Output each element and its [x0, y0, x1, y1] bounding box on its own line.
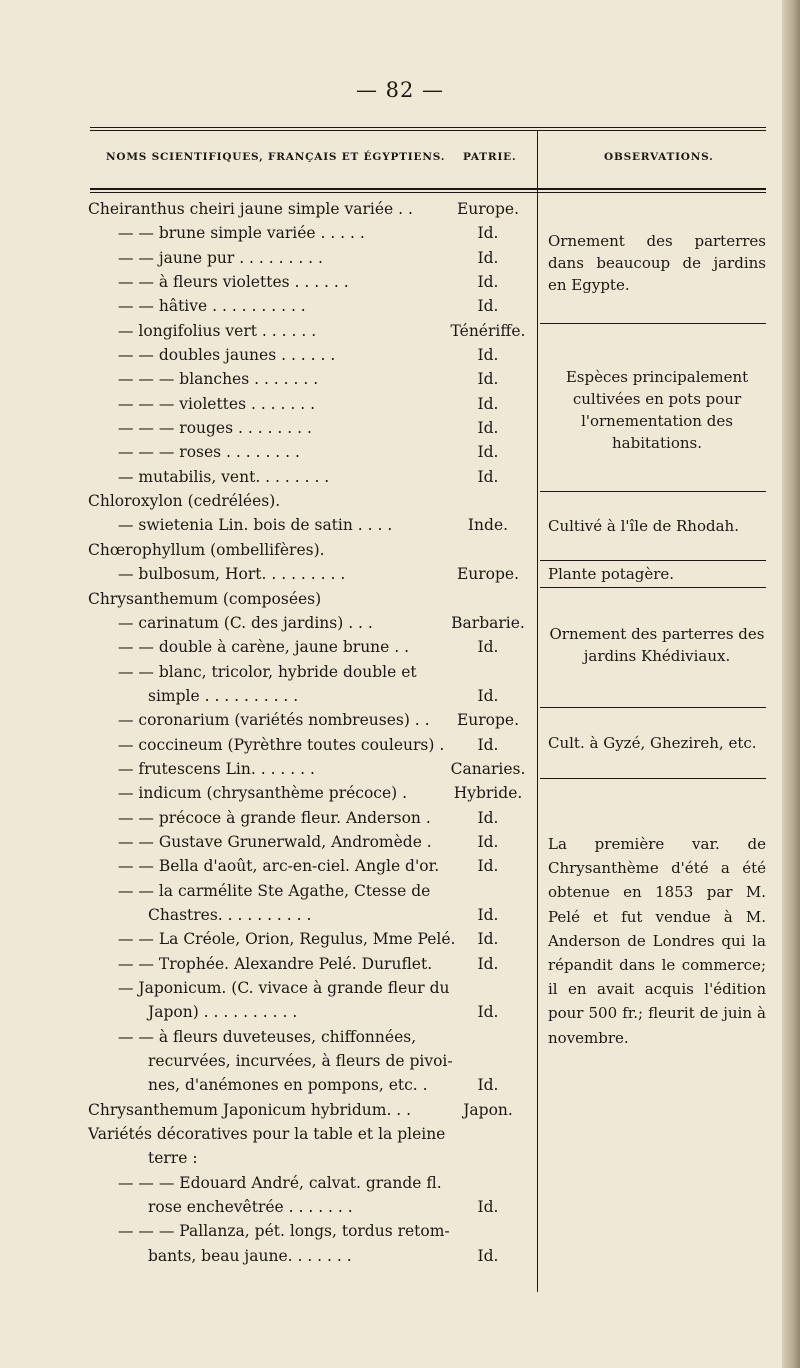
row-name: — — — Edouard André, calvat. grande fl.: [118, 1173, 442, 1192]
row-patrie: Id.: [477, 248, 499, 267]
row-patrie: Id.: [477, 857, 499, 876]
row-patrie: Id.: [477, 467, 499, 486]
header-top-rule: [90, 127, 766, 128]
table-row: [88, 879, 528, 903]
row-name: — — Bella d'août, arc-en-ciel. Angle d'or.: [118, 857, 440, 876]
table-row: [88, 440, 528, 464]
row-name: — — à fleurs duveteuses, chiffonnées,: [118, 1027, 417, 1046]
obs-divider-1: [540, 323, 766, 324]
observation-5: Ornement des parterres des jardins Khédiviaux.: [549, 625, 765, 665]
table-row: [88, 903, 528, 927]
row-name: — coccineum (Pyrèthre toutes couleurs) .: [118, 735, 445, 754]
row-name: — — — roses . . . . . . . .: [118, 443, 300, 462]
column-separator: [537, 130, 538, 1292]
table-row: [88, 587, 528, 611]
row-patrie: Id.: [477, 1003, 499, 1022]
obs-divider-3: [540, 560, 766, 561]
row-patrie: Id.: [477, 297, 499, 316]
row-patrie: Id.: [477, 1198, 499, 1217]
row-patrie: Id.: [477, 735, 499, 754]
header-top-rule-2: [90, 130, 766, 131]
row-name: — — — violettes . . . . . . .: [118, 394, 316, 413]
table-row: [88, 684, 528, 708]
header-observations: OBSERVATIONS.: [604, 151, 714, 163]
row-name: Cheiranthus cheiri jaune simple variée . .: [88, 200, 413, 218]
row-patrie: Id.: [477, 638, 499, 657]
row-name: — — à fleurs violettes . . . . . .: [118, 273, 349, 292]
table-row: [88, 1098, 528, 1122]
row-name: — — jaune pur . . . . . . . . .: [118, 248, 323, 267]
row-name: nes, d'anémones en pompons, etc. .: [148, 1076, 428, 1095]
table-row: [88, 416, 528, 440]
row-name: — — précoce à grande fleur. Anderson .: [118, 808, 431, 827]
row-name: — — blanc, tricolor, hybride double et: [118, 662, 417, 681]
row-name: — mutabilis, vent. . . . . . . .: [118, 467, 330, 486]
table-row: [88, 927, 528, 951]
row-name: — — doubles jaunes . . . . . .: [118, 346, 336, 365]
row-patrie: Id.: [477, 686, 499, 705]
obs-divider-6: [540, 778, 766, 779]
row-patrie: Europe.: [456, 565, 520, 584]
table-row: [88, 319, 528, 343]
row-name: Chrysanthemum Japonicum hybridum. . .: [88, 1100, 412, 1119]
table-row: [88, 392, 528, 416]
table-row: [88, 465, 528, 489]
row-name: bants, beau jaune. . . . . . .: [148, 1246, 352, 1265]
row-name: — — — rouges . . . . . . . .: [118, 419, 312, 438]
header-bottom-rule-2: [90, 192, 766, 193]
row-name: Chœrophyllum (ombellifères).: [88, 540, 325, 559]
table-row: [88, 1025, 528, 1049]
table-row: [88, 830, 528, 854]
table-row: [88, 1146, 528, 1170]
row-patrie: Id.: [477, 1246, 499, 1265]
table-row: [88, 367, 528, 391]
table-row: [88, 1195, 528, 1219]
observation-3: Cultivé à l'île de Rhodah.: [548, 517, 739, 535]
row-patrie: Id.: [477, 224, 499, 243]
table-row: [88, 489, 528, 513]
table-row: [88, 343, 528, 367]
names-column: [88, 197, 528, 1268]
observation-1: Ornement des parterres dans beaucoup de jardins en Egypte.: [548, 232, 766, 294]
table-row: [88, 660, 528, 684]
observation-7: La première var. de Chrysanthème d'été a été obtenue en 1853 par M. Pelé et fut vendue à M. Anderson de Londres qui la répandit dans le commerce; il en avait acquis l'édition pour 500 fr.; fleurit de juin à novembre.: [548, 835, 766, 1047]
row-name: Variétés décoratives pour la table et la pleine: [88, 1125, 446, 1144]
observation-2: Espèces principalement cultivées en pots pour l'ornementation des habitations.: [565, 368, 749, 452]
table-row: [88, 806, 528, 830]
page-edge: [782, 0, 800, 1368]
row-patrie: Inde.: [467, 516, 509, 535]
table-row: [88, 246, 528, 270]
row-name: — bulbosum, Hort. . . . . . . . .: [118, 565, 346, 584]
table-row: [88, 513, 528, 537]
row-patrie: Id.: [477, 443, 499, 462]
row-patrie: Japon.: [463, 1100, 513, 1119]
row-patrie: Canaries.: [450, 759, 526, 778]
row-patrie: Barbarie.: [451, 613, 525, 632]
header-patrie: PATRIE.: [463, 151, 517, 163]
table-row: [88, 854, 528, 878]
table-row: [88, 1122, 528, 1146]
page-number: — 82 —: [355, 78, 445, 102]
row-name: — longifolius vert . . . . . .: [118, 321, 317, 340]
row-name: — carinatum (C. des jardins) . . .: [118, 613, 373, 632]
row-patrie: Id.: [477, 273, 499, 292]
row-name: Chrysanthemum (composées): [88, 589, 322, 608]
row-name: terre :: [148, 1149, 198, 1168]
row-patrie: Id.: [477, 930, 499, 949]
table-row: [88, 221, 528, 245]
obs-divider-2: [540, 491, 766, 492]
obs-divider-4: [540, 587, 766, 588]
row-name: — — Gustave Grunerwald, Andromède .: [118, 832, 432, 851]
table-row: [88, 757, 528, 781]
row-patrie: Id.: [477, 905, 499, 924]
row-name: Chloroxylon (cedrélées).: [88, 492, 281, 511]
row-name: — — brune simple variée . . . . .: [118, 224, 365, 243]
row-name: simple . . . . . . . . . .: [148, 686, 299, 705]
observation-4: Plante potagère.: [548, 565, 675, 583]
table-row: [88, 611, 528, 635]
table-row: [88, 635, 528, 659]
row-name: — — La Créole, Orion, Regulus, Mme Pelé.: [118, 930, 456, 949]
table-row: [88, 197, 528, 221]
table-row: [88, 562, 528, 586]
table-row: [88, 733, 528, 757]
table-row: [88, 1244, 528, 1268]
row-name: Chastres. . . . . . . . . .: [148, 905, 312, 924]
table-row: [88, 1049, 528, 1073]
row-patrie: Id.: [477, 954, 499, 973]
row-name: rose enchevêtrée . . . . . . .: [148, 1198, 353, 1217]
table-row: [88, 976, 528, 1000]
table-row: [88, 538, 528, 562]
table-row: [88, 1000, 528, 1024]
header-names: NOMS SCIENTIFIQUES, FRANÇAIS ET ÉGYPTIENS.: [106, 151, 446, 163]
row-patrie: Id.: [477, 832, 499, 851]
row-patrie: Hybride.: [453, 784, 523, 803]
row-name: Japon) . . . . . . . . . .: [148, 1003, 298, 1022]
obs-divider-5: [540, 707, 766, 708]
row-patrie: Id.: [477, 808, 499, 827]
row-patrie: Europe.: [456, 711, 520, 730]
table-row: [88, 952, 528, 976]
row-name: recurvées, incurvées, à fleurs de pivoi-: [148, 1052, 453, 1071]
row-name: — swietenia Lin. bois de satin . . . .: [118, 516, 393, 535]
row-name: — indicum (chrysanthème précoce) .: [118, 784, 408, 803]
table-row: [88, 294, 528, 318]
row-name: — — — Pallanza, pét. longs, tordus retom-: [118, 1222, 450, 1241]
observation-6: Cult. à Gyzé, Ghezireh, etc.: [548, 734, 757, 752]
row-patrie: Id.: [477, 346, 499, 365]
row-patrie: Ténériffe.: [450, 321, 526, 340]
header-bottom-rule: [90, 188, 766, 190]
row-name: — — Trophée. Alexandre Pelé. Duruflet.: [118, 954, 433, 973]
table-row: [88, 1073, 528, 1097]
row-name: — Japonicum. (C. vivace à grande fleur du: [118, 979, 450, 997]
row-patrie: Id.: [477, 419, 499, 438]
row-patrie: Id.: [477, 1076, 499, 1095]
table-row: [88, 270, 528, 294]
row-name: — frutescens Lin. . . . . . .: [118, 759, 315, 778]
table-row: [88, 1171, 528, 1195]
row-patrie: Id.: [477, 394, 499, 413]
row-name: — — — blanches . . . . . . .: [118, 370, 319, 389]
row-name: — — hâtive . . . . . . . . . .: [118, 297, 306, 316]
row-patrie: Id.: [477, 370, 499, 389]
table-row: [88, 708, 528, 732]
row-patrie: Europe.: [456, 200, 520, 218]
table-row: [88, 781, 528, 805]
row-name: — — double à carène, jaune brune . .: [118, 638, 410, 657]
table-row: [88, 1219, 528, 1243]
row-name: — — la carmélite Ste Agathe, Ctesse de: [118, 881, 431, 900]
row-name: — coronarium (variétés nombreuses) . .: [118, 711, 430, 730]
